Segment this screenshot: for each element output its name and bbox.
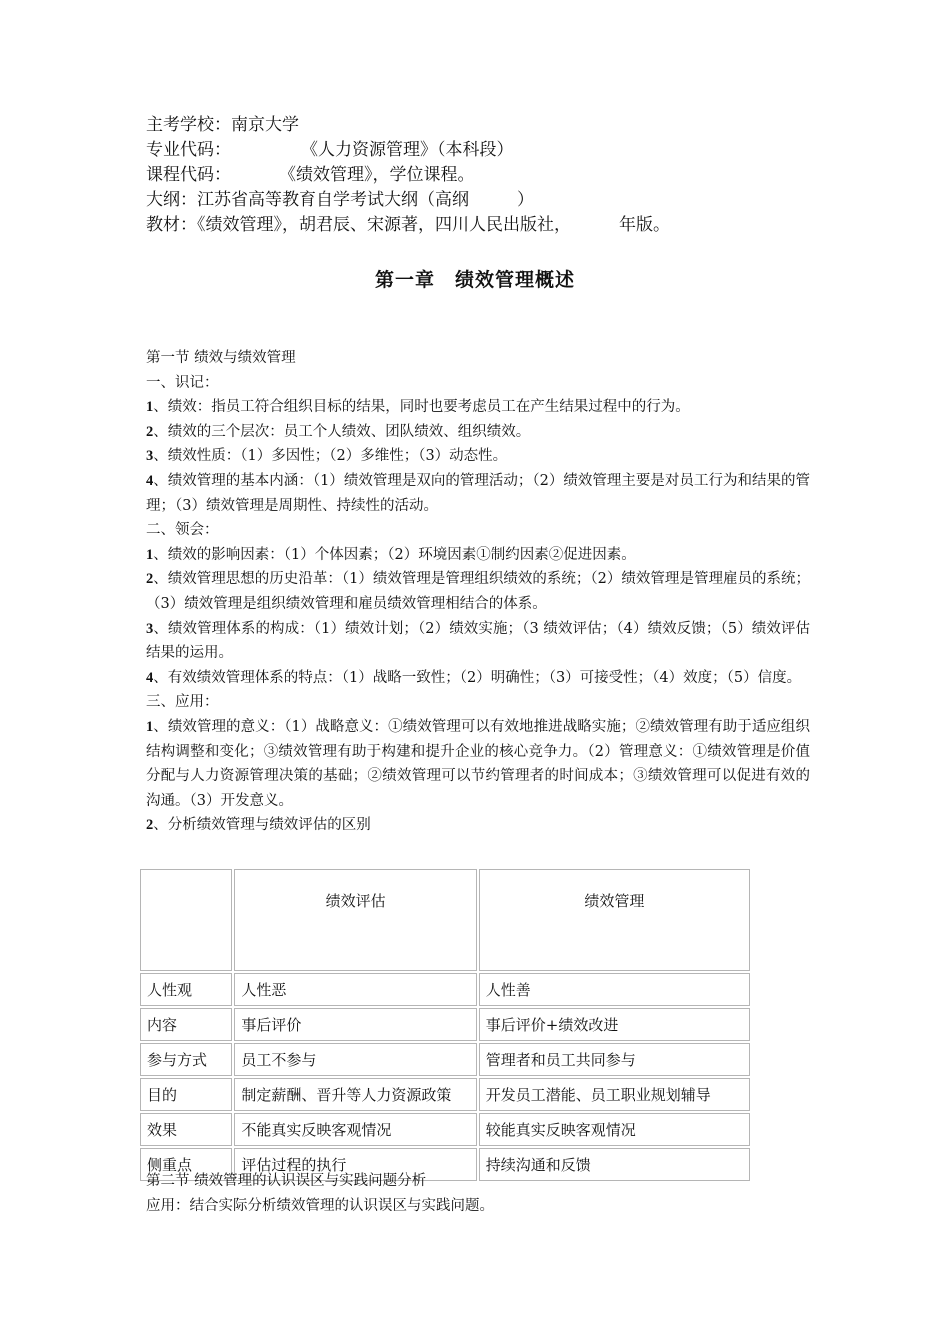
comparison-table: [138, 867, 752, 1183]
chapter-title: 第一章 绩效管理概述: [374, 269, 575, 291]
item-3-1: [146, 715, 810, 813]
exam-school: [146, 113, 846, 138]
major-code-value: 《人力资源管理》（本科段）: [301, 140, 514, 160]
table-cell: 制定薪酬、晋升等人力资源政策: [234, 1078, 476, 1111]
item-number: 1: [146, 718, 154, 735]
item-number: 2: [146, 423, 154, 440]
part-2-heading: 二、领会：: [146, 522, 219, 539]
part-3-heading: 三、应用：: [146, 694, 219, 711]
major-code-label: 专业代码：: [146, 140, 231, 160]
item-1-4: [146, 469, 810, 518]
course-info: [146, 113, 846, 238]
item-number: 1: [146, 546, 154, 563]
section-1-title: 第一节 绩效与绩效管理: [146, 350, 296, 366]
course-code-value: 《绩效管理》，学位课程。: [279, 165, 475, 185]
table-cell: 评估过程的执行: [234, 1148, 476, 1181]
table-cell: 事后评价+绩效改进: [479, 1008, 750, 1041]
table-header-row: [140, 869, 750, 971]
table-header-cell: [140, 869, 232, 971]
item-text: 、绩效管理的意义：（1）战略意义：①绩效管理可以有效地推进战略实施；②绩效管理有助于适应组织结构调整和变化；③绩效管理有助于构建和提升企业的核心竞争力。（2）管理意义：①绩效管理是价值分配与人力资源管理决策的基础；②绩效管理可以节约管理者的时间成本；③绩效管理可以促进有效的沟通。（3）开发意义。: [146, 718, 810, 809]
item-number: 2: [146, 817, 154, 834]
item-text: 、分析绩效管理与绩效评估的区别: [153, 817, 371, 834]
course-code: [146, 163, 846, 188]
item-text: 、绩效：指员工符合组织目标的结果，同时也要考虑员工在产生结果过程中的行为。: [153, 399, 690, 416]
item-3-2: [146, 813, 810, 838]
syllabus: [146, 188, 846, 213]
item-2-1: [146, 543, 810, 568]
table-row: [140, 1113, 750, 1146]
table-row: [140, 1043, 750, 1076]
course-code-label: 课程代码：: [146, 165, 231, 185]
item-1-1: [146, 395, 810, 420]
table-header-cell: 绩效管理: [479, 869, 750, 971]
item-text: 、绩效管理的基本内涵：（1）绩效管理是双向的管理活动；（2）绩效管理主要是对员工行为和结果的管理；（3）绩效管理是周期性、持续性的活动。: [146, 472, 810, 514]
item-number: 4: [146, 472, 154, 489]
table-cell: 开发员工潜能、员工职业规划辅导: [479, 1078, 750, 1111]
item-text: 、绩效的影响因素：（1）个体因素；（2）环境因素①制约因素②促进因素。: [153, 546, 636, 563]
textbook-text: 教材：《绩效管理》，胡君辰、宋源著，四川人民出版社，: [146, 215, 571, 235]
item-number: 4: [146, 669, 154, 686]
table-cell: 不能真实反映客观情况: [234, 1113, 476, 1146]
section-2: [146, 1169, 810, 1218]
section-2-application: 应用：结合实际分析绩效管理的认识误区与实践问题。: [146, 1197, 494, 1214]
textbook: [146, 213, 846, 238]
item-text: 、有效绩效管理体系的特点：（1）战略一致性；（2）明确性；（3）可接受性；（4）效度；（5）信度。: [153, 669, 802, 686]
table-cell: 人性善: [479, 973, 750, 1006]
item-1-3: [146, 444, 810, 469]
table-cell: 参与方式: [140, 1043, 232, 1076]
section-1: [146, 346, 810, 838]
table-cell: 侧重点: [140, 1148, 232, 1181]
exam-school-text: 主考学校：南京大学: [146, 115, 299, 135]
table-cell: 目的: [140, 1078, 232, 1111]
table-row: [140, 1008, 750, 1041]
syllabus-close: ）: [517, 190, 534, 210]
item-number: 3: [146, 448, 154, 465]
table-cell: 事后评价: [234, 1008, 476, 1041]
table-cell: 持续沟通和反馈: [479, 1148, 750, 1181]
syllabus-text: 大纲：江苏省高等教育自学考试大纲（高纲: [146, 190, 469, 210]
table-header-cell: 绩效评估: [234, 869, 476, 971]
table-cell: 人性恶: [234, 973, 476, 1006]
item-number: 1: [146, 399, 154, 416]
part-1-heading: 一、识记：: [146, 374, 219, 391]
table-cell: 员工不参与: [234, 1043, 476, 1076]
item-text: 、绩效的三个层次：员工个人绩效、团队绩效、组织绩效。: [153, 423, 531, 440]
item-text: 、绩效性质：（1）多因性；（2）多维性；（3）动态性。: [153, 448, 508, 465]
item-2-4: [146, 666, 810, 691]
item-2-3: [146, 617, 810, 666]
section-2-title: 第二节 绩效管理的认识误区与实践问题分析: [146, 1173, 427, 1189]
item-1-2: [146, 420, 810, 445]
major-code: [146, 138, 846, 163]
table-cell: 内容: [140, 1008, 232, 1041]
table-cell: 较能真实反映客观情况: [479, 1113, 750, 1146]
table-row: [140, 1078, 750, 1111]
table-cell: 效果: [140, 1113, 232, 1146]
table-row: [140, 973, 750, 1006]
item-2-2: [146, 567, 810, 616]
item-number: 2: [146, 571, 154, 588]
textbook-year: 年版。: [619, 215, 670, 235]
item-text: 、绩效管理思想的历史沿革：（1）绩效管理是管理组织绩效的系统；（2）绩效管理是管理雇员的系统；（3）绩效管理是组织绩效管理和雇员绩效管理相结合的体系。: [146, 571, 810, 612]
table-cell: 人性观: [140, 973, 232, 1006]
table-cell: 管理者和员工共同参与: [479, 1043, 750, 1076]
item-number: 3: [146, 620, 154, 637]
item-text: 、绩效管理体系的构成：（1）绩效计划；（2）绩效实施；（3 绩效评估；（4）绩效反馈；（5）绩效评估结果的运用。: [146, 620, 810, 662]
